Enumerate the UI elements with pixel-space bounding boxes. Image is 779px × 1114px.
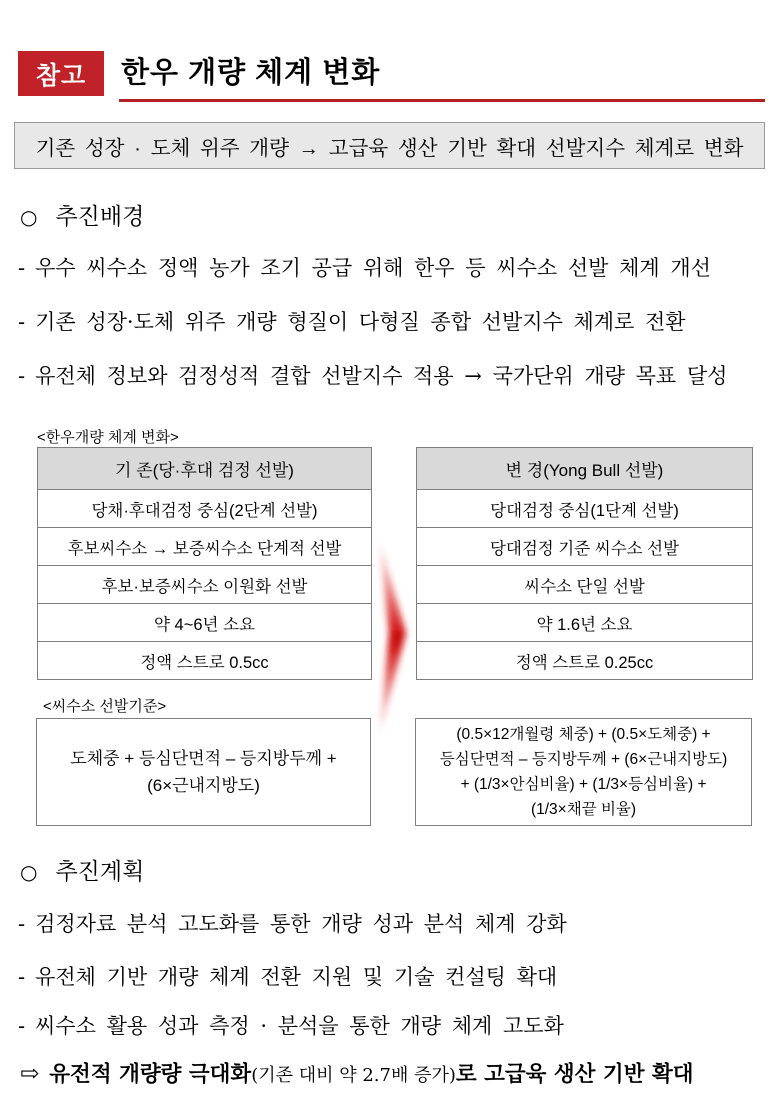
dash-bullet-icon: -: [18, 364, 26, 388]
table-row: 정액 스트로 0.5cc: [140, 653, 269, 672]
table-row: 당대검정 중심(1단계 선발): [417, 490, 752, 528]
bullet-text: 검정자료 분석 고도화를 통한 개량 성과 분석 체계 강화: [35, 912, 567, 936]
title-underline: [119, 99, 765, 102]
before-table-header: 기 존(당·후대 검정 선발): [38, 448, 371, 490]
background-bullet-2: [18, 306, 770, 336]
dash-bullet-icon: -: [18, 965, 26, 989]
table-row: 약 4~6년 소요: [38, 604, 371, 642]
formula-line: (0.5×12개월령 체중) + (0.5×도체중) +: [456, 726, 711, 743]
criteria-caption: <씨수소 선발기준>: [43, 698, 167, 715]
table-row: 후보씨수소 → 보증씨수소 단계적 선발: [38, 528, 371, 566]
conclusion-bold-lead: 유전적 개량량 극대화: [49, 1062, 252, 1087]
plan-bullet-3: [18, 1010, 770, 1040]
circle-bullet-icon: ○: [20, 205, 38, 229]
formula-line: (1/3×채끝 비율): [530, 801, 637, 818]
dash-bullet-icon: -: [18, 1014, 26, 1038]
plan-bullet-1: [18, 908, 770, 938]
table-row: 당채·후대검정 중심(2단계 선발): [38, 490, 371, 528]
formula-line: 도체중 + 등심단면적 – 등지방두께 +: [70, 749, 337, 768]
page-title: 한우 개량 체계 변화: [121, 57, 381, 89]
section-heading-plan: [20, 853, 144, 886]
table-row: 정액 스트로 0.25cc: [515, 653, 654, 672]
dash-bullet-icon: -: [18, 912, 26, 936]
background-bullet-3: [18, 360, 770, 390]
formula-line: (6×근내지방도): [147, 776, 260, 795]
table-row: 씨수소 단일 선발: [417, 566, 752, 604]
after-table-header: 변 경(Yong Bull 선발): [417, 448, 752, 490]
conclusion-line: [20, 1057, 772, 1088]
conclusion-parenthetical: (기존 대비 약 2.7배 증가): [251, 1065, 456, 1086]
red-transition-arrow-icon: [365, 538, 413, 738]
after-criteria-box: [415, 718, 752, 826]
bullet-text: 기존 성장·도체 위주 개량 형질이 다형질 종합 선발지수 체계로 전환: [35, 310, 686, 334]
dash-bullet-icon: -: [18, 310, 26, 334]
plan-bullet-2: [18, 961, 770, 991]
right-outline-arrow-icon: ⇨: [20, 1061, 40, 1087]
formula-line: 등심단면적 – 등지방두께 + (6×근내지방도): [439, 751, 728, 768]
bullet-text: 유전체 정보와 검정성적 결합 선발지수 적용 → 국가단위 개량 목표 달성: [35, 364, 728, 388]
before-criteria-box: [36, 718, 371, 826]
table-row: 약 1.6년 소요: [417, 604, 752, 642]
bullet-text: 우수 씨수소 정액 농가 조기 공급 위해 한우 등 씨수소 선발 체계 개선: [35, 256, 711, 280]
summary-strip: 기존 성장 · 도체 위주 개량 → 고급육 생산 기반 확대 선발지수 체계로 변화: [14, 122, 765, 169]
table-row: 당대검정 기준 씨수소 선발: [417, 528, 752, 566]
section-heading-text: 추진배경: [55, 204, 145, 230]
bullet-text: 씨수소 활용 성과 측정 · 분석을 통한 개량 체계 고도화: [35, 1014, 564, 1038]
background-bullet-1: [18, 252, 770, 282]
section-heading-background: [20, 198, 144, 231]
section-heading-text: 추진계획: [55, 859, 145, 885]
formula-line: + (1/3×안심비율) + (1/3×등심비율) +: [460, 776, 707, 793]
circle-bullet-icon: ○: [20, 860, 38, 884]
bullet-text: 유전체 기반 개량 체계 전환 지원 및 기술 컨설팅 확대: [35, 965, 558, 989]
conclusion-bold-tail: 로 고급육 생산 기반 확대: [455, 1062, 694, 1087]
comparison-caption: <한우개량 체계 변화>: [37, 429, 179, 446]
before-table: [37, 447, 372, 680]
dash-bullet-icon: -: [18, 256, 26, 280]
reference-badge: 참고: [18, 51, 104, 96]
table-row: 후보·보증씨수소 이원화 선발: [38, 566, 371, 604]
after-table: [416, 447, 753, 680]
